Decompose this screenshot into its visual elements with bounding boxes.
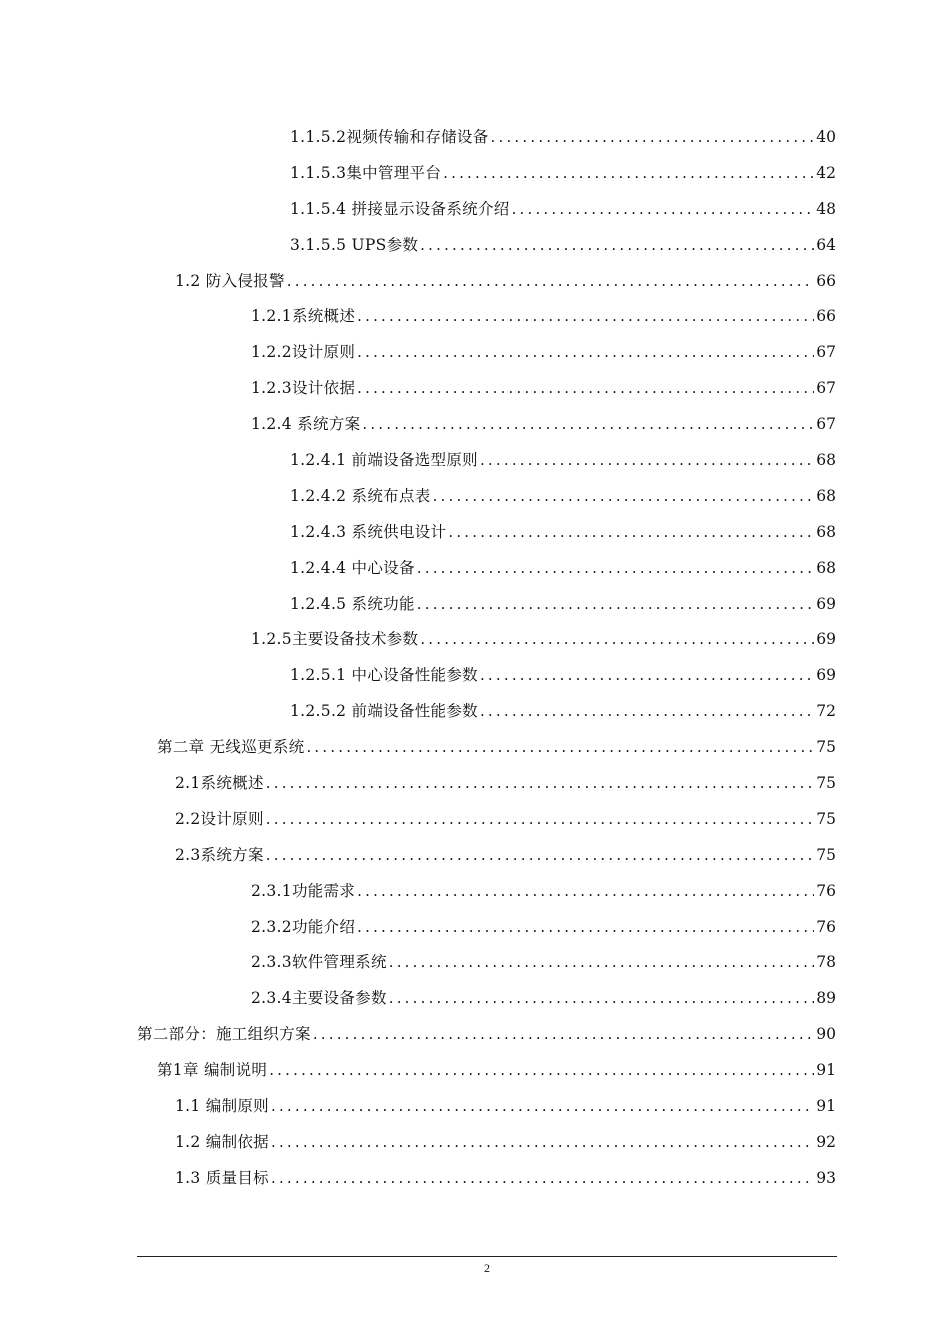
toc-entry-title: 1.3 质量目标 — [175, 1168, 269, 1187]
toc-dot-leader — [357, 339, 814, 365]
toc-entry[interactable] — [0, 160, 950, 196]
toc-entry-page: 67 — [816, 343, 836, 362]
toc-entry[interactable] — [0, 591, 950, 627]
toc-entry-title: 2.3.4主要设备参数 — [251, 989, 387, 1008]
toc-entry-page: 75 — [816, 738, 836, 757]
toc-entry[interactable] — [0, 842, 950, 878]
toc-entry[interactable] — [0, 914, 950, 950]
toc-entry-page: 69 — [816, 666, 836, 685]
toc-entry[interactable] — [0, 1165, 950, 1201]
toc-entry[interactable] — [0, 985, 950, 1021]
toc-entry-page: 67 — [816, 415, 836, 434]
toc-dot-leader — [357, 878, 814, 904]
toc-entry-title: 1.2.4.2 系统布点表 — [290, 486, 431, 505]
toc-entry-title: 2.3系统方案 — [175, 845, 264, 864]
toc-dot-leader — [266, 806, 815, 832]
table-of-contents — [0, 124, 950, 1201]
toc-dot-leader — [357, 914, 814, 940]
toc-entry-title: 2.3.3软件管理系统 — [251, 953, 387, 972]
toc-entry[interactable] — [0, 1021, 950, 1057]
toc-entry-title: 1.2.4.5 系统功能 — [290, 594, 415, 613]
toc-entry-title: 1.1.5.2视频传输和存储设备 — [290, 128, 489, 146]
toc-entry[interactable] — [0, 1057, 950, 1093]
toc-entry-page: 69 — [816, 594, 836, 613]
toc-entry-page: 69 — [816, 630, 836, 649]
toc-entry-page: 92 — [816, 1132, 836, 1151]
toc-dot-leader — [357, 303, 814, 329]
toc-entry-title: 1.2.5.1 中心设备性能参数 — [290, 666, 478, 685]
toc-entry[interactable] — [0, 375, 950, 411]
toc-entry-page: 90 — [816, 1025, 836, 1044]
toc-entry-title: 1.2.4 系统方案 — [251, 415, 361, 434]
toc-dot-leader — [271, 1093, 814, 1119]
toc-entry[interactable] — [0, 124, 950, 160]
toc-entry-title: 3.1.5.5 UPS参数 — [290, 235, 419, 254]
toc-dot-leader — [306, 734, 814, 760]
toc-entry-title: 1.2.5主要设备技术参数 — [251, 630, 419, 649]
toc-entry-title: 1.2 编制依据 — [175, 1132, 269, 1151]
toc-entry[interactable] — [0, 770, 950, 806]
toc-dot-leader — [420, 626, 814, 652]
toc-dot-leader — [480, 662, 814, 688]
toc-entry[interactable] — [0, 303, 950, 339]
toc-entry-page: 93 — [816, 1168, 836, 1187]
toc-entry-title: 2.2设计原则 — [175, 809, 264, 828]
toc-entry-page: 78 — [816, 953, 836, 972]
toc-entry-page: 66 — [816, 307, 836, 326]
toc-entry-page: 72 — [816, 702, 836, 721]
toc-entry-title: 1.2.5.2 前端设备性能参数 — [290, 702, 478, 721]
toc-entry-title: 第二章 无线巡更系统 — [157, 738, 305, 757]
toc-entry-title: 2.3.2功能介绍 — [251, 917, 356, 936]
toc-dot-leader — [512, 196, 815, 222]
toc-entry-title: 2.3.1功能需求 — [251, 881, 356, 900]
toc-entry[interactable] — [0, 519, 950, 555]
toc-dot-leader — [491, 124, 815, 150]
toc-entry-page: 67 — [816, 379, 836, 398]
toc-entry[interactable] — [0, 196, 950, 232]
toc-entry-page: 89 — [816, 989, 836, 1008]
toc-dot-leader — [269, 1057, 814, 1083]
toc-entry-title: 1.1.5.3集中管理平台 — [290, 163, 442, 182]
toc-dot-leader — [362, 411, 814, 437]
toc-entry[interactable] — [0, 734, 950, 770]
toc-entry-page: 75 — [816, 774, 836, 793]
toc-entry-page: 68 — [816, 558, 836, 577]
toc-dot-leader — [433, 483, 815, 509]
toc-entry-page: 76 — [816, 917, 836, 936]
toc-entry-page: 75 — [816, 809, 836, 828]
toc-dot-leader — [420, 232, 814, 258]
toc-entry-page: 40 — [816, 128, 836, 146]
toc-dot-leader — [271, 1129, 814, 1155]
toc-dot-leader — [357, 375, 814, 401]
toc-dot-leader — [417, 555, 815, 581]
toc-entry-page: 42 — [816, 163, 836, 182]
toc-entry-title: 1.2.4.4 中心设备 — [290, 558, 415, 577]
toc-dot-leader — [389, 949, 815, 975]
toc-dot-leader — [313, 1021, 814, 1047]
toc-dot-leader — [271, 1165, 814, 1191]
toc-entry[interactable] — [0, 1129, 950, 1165]
toc-entry-title: 第二部分：施工组织方案 — [137, 1025, 311, 1044]
toc-entry[interactable] — [0, 483, 950, 519]
toc-dot-leader — [448, 519, 814, 545]
toc-dot-leader — [266, 842, 815, 868]
toc-dot-leader — [443, 160, 814, 186]
toc-entry[interactable] — [0, 339, 950, 375]
toc-dot-leader — [417, 591, 815, 617]
toc-entry[interactable] — [0, 411, 950, 447]
toc-entry[interactable] — [0, 949, 950, 985]
toc-entry[interactable] — [0, 268, 950, 304]
toc-entry-page: 68 — [816, 522, 836, 541]
toc-entry-page: 75 — [816, 845, 836, 864]
toc-entry[interactable] — [0, 447, 950, 483]
toc-entry[interactable] — [0, 1093, 950, 1129]
toc-entry-title: 1.1 编制原则 — [175, 1097, 269, 1116]
toc-entry-title: 1.1.5.4 拼接显示设备系统介绍 — [290, 199, 510, 218]
toc-entry-page: 76 — [816, 881, 836, 900]
toc-entry[interactable] — [0, 878, 950, 914]
toc-entry-page: 91 — [816, 1097, 836, 1116]
toc-entry-title: 1.2.1系统概述 — [251, 307, 356, 326]
toc-entry-page: 48 — [816, 199, 836, 218]
toc-entry[interactable] — [0, 698, 950, 734]
toc-entry[interactable] — [0, 806, 950, 842]
toc-entry-page: 66 — [816, 271, 836, 290]
footer-divider — [137, 1256, 837, 1257]
toc-entry-title: 2.1系统概述 — [175, 774, 264, 793]
toc-entry[interactable] — [0, 662, 950, 698]
toc-dot-leader — [480, 698, 814, 724]
toc-entry[interactable] — [0, 626, 950, 662]
toc-entry-title: 1.2.4.1 前端设备选型原则 — [290, 451, 478, 470]
toc-dot-leader — [266, 770, 815, 796]
toc-entry-page: 68 — [816, 486, 836, 505]
toc-entry-page: 91 — [816, 1061, 836, 1080]
toc-entry-title: 1.2 防入侵报警 — [175, 271, 285, 290]
toc-entry-title: 第1章 编制说明 — [157, 1061, 268, 1080]
toc-entry-title: 1.2.3设计依据 — [251, 379, 356, 398]
toc-entry[interactable] — [0, 555, 950, 591]
page-number: 2 — [484, 1261, 490, 1275]
toc-dot-leader — [480, 447, 814, 473]
toc-entry-title: 1.2.4.3 系统供电设计 — [290, 522, 447, 541]
toc-entry[interactable] — [0, 232, 950, 268]
toc-dot-leader — [389, 985, 815, 1011]
toc-dot-leader — [287, 268, 814, 294]
toc-entry-page: 64 — [816, 235, 836, 254]
toc-entry-title: 1.2.2设计原则 — [251, 343, 356, 362]
toc-entry-page: 68 — [816, 451, 836, 470]
